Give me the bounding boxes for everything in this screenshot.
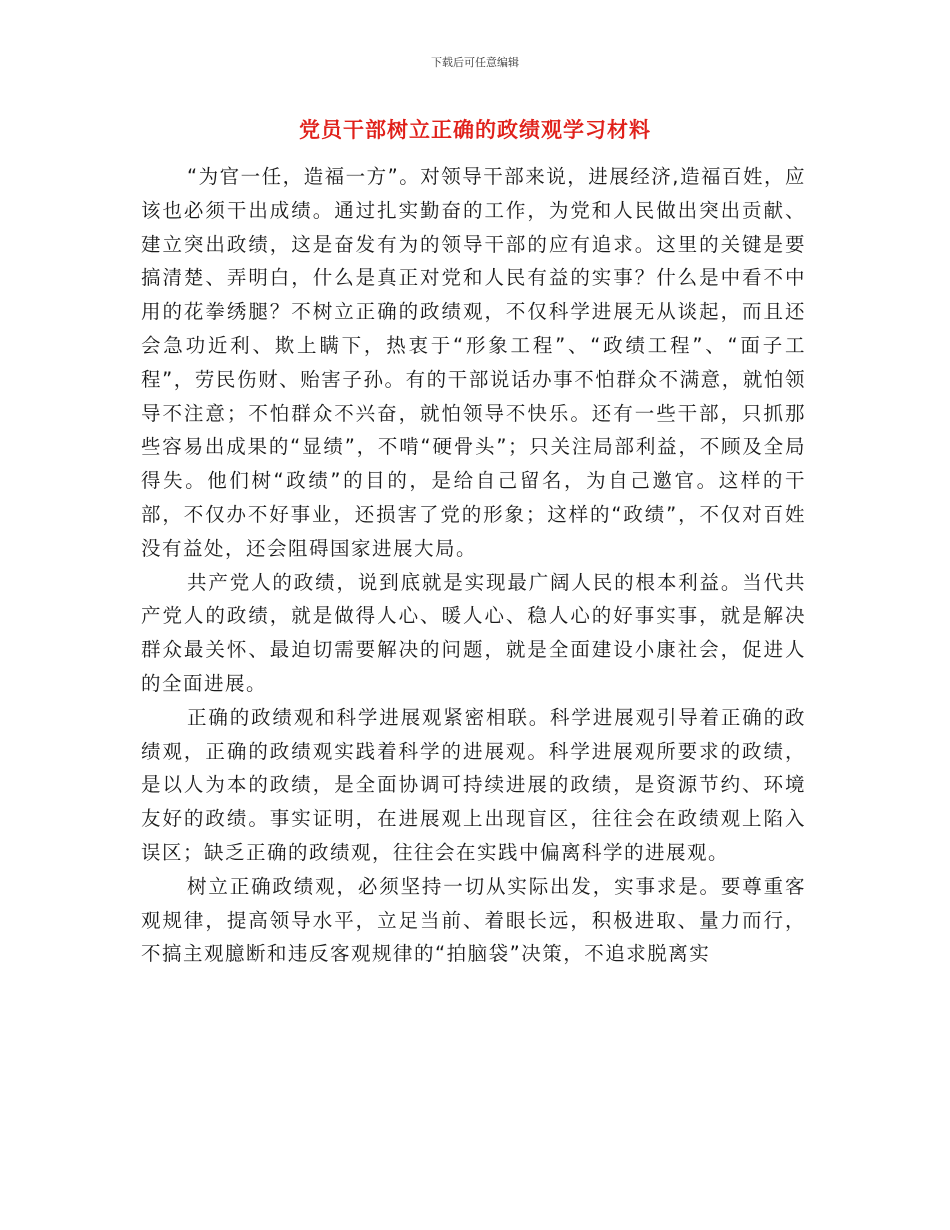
document-title: 党员干部树立正确的政绩观学习材料 <box>299 118 651 142</box>
paragraph-3: 正确的政绩观和科学进展观紧密相联。科学进展观引导着正确的政绩观，正确的政绩观实践着科学的进展观。科学进展观所要求的政绩，是以人为本的政绩，是全面协调可持续进展的政绩，是资源节约、环境友好的政绩。事实证明，在进展观上出现盲区，往往会在政绩观上陷入误区；缺乏正确的政绩观，往往会在实践中偏离科学的进展观。 <box>141 705 806 864</box>
document-body <box>141 160 806 971</box>
paragraph-1: “为官一任，造福一方”。对领导干部来说，进展经济,造福百姓，应该也必须干出成绩。通过扎实勤奋的工作，为党和人民做出突出贡献、建立突出政绩，这是奋发有为的领导干部的应有追求。这里的关键是要搞清楚、弄明白，什么是真正对党和人民有益的实事？什么是中看不中用的花拳绣腿？不树立正确的政绩观，不仅科学进展无从谈起，而且还会急功近利、欺上瞒下，热衷于“形象工程”、“政绩工程”、“面子工程”，劳民伤财、贻害子孙。有的干部说话办事不怕群众不满意，就怕领导不注意；不怕群众不兴奋，就怕领导不快乐。还有一些干部，只抓那些容易出成果的“显绩”，不啃“硬骨头”；只关注局部利益，不顾及全局得失。他们树“政绩”的目的，是给自己留名，为自己邀官。这样的干部，不仅办不好事业，还损害了党的形象；这样的“政绩”，不仅对百姓没有益处，还会阻碍国家进展大局。 <box>141 165 806 560</box>
paragraph-2: 共产党人的政绩，说到底就是实现最广阔人民的根本利益。当代共产党人的政绩，就是做得人心、暖人心、稳人心的好事实事，就是解决群众最关怀、最迫切需要解决的问题，就是全面建设小康社会，促进人的全面进展。 <box>141 570 806 695</box>
paragraph-4: 树立正确政绩观，必须坚持一切从实际出发，实事求是。要尊重客观规律，提高领导水平，立足当前、着眼长远，积极进取、量力而行，不搞主观臆断和违反客观规律的“拍脑袋”决策，不追求脱离实 <box>141 874 806 966</box>
page-header-note: 下载后可任意编辑 <box>431 56 519 69</box>
